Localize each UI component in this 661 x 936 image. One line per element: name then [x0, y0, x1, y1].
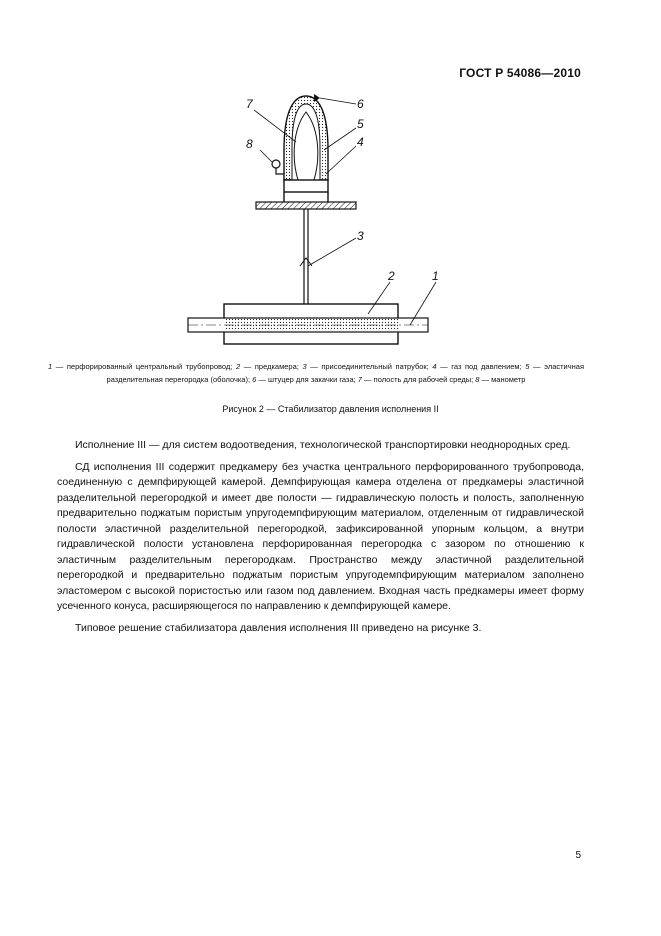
legend-item: 2 — предкамера; [235, 362, 299, 371]
label-6: 6 [357, 97, 364, 111]
legend-item: 7 — полость для рабочей среды; [357, 375, 474, 384]
body-text [57, 438, 584, 642]
label-8: 8 [246, 137, 253, 151]
legend-item: 6 — штуцер для закачки газа; [252, 375, 356, 384]
legend-item: 8 — манометр [475, 375, 526, 384]
document-header: ГОСТ Р 54086—2010 [459, 66, 581, 80]
mounting-plate [256, 202, 356, 209]
paragraph: Исполнение III — для систем водоотведения, технологической транспортировки неоднородных сред. [75, 439, 571, 451]
figure-caption: Рисунок 2 — Стабилизатор давления исполнения II [222, 404, 439, 414]
cap-base [284, 180, 328, 192]
label-7: 7 [246, 97, 253, 111]
label-3: 3 [357, 229, 364, 243]
legend-item: 3 — присоединительный патрубок; [302, 362, 429, 371]
legend-item: 4 — газ под давлением; [432, 362, 522, 371]
legend-item: 5 — эластичная разделительная перегородка (оболочка); [106, 362, 585, 384]
working-cavity [292, 104, 320, 180]
legend-item: 1 — перфорированный центральный трубопровод; [48, 362, 233, 371]
manometer [272, 160, 280, 168]
paragraph: Типовое решение стабилизатора давления исполнения III приведено на рисунке 3. [75, 621, 482, 634]
page-number: 5 [575, 850, 581, 861]
label-4: 4 [357, 135, 364, 149]
figure-legend [48, 360, 584, 386]
pressure-stabilizer-figure [180, 90, 440, 350]
label-5: 5 [357, 117, 364, 131]
label-2: 2 [388, 269, 395, 283]
label-1: 1 [432, 269, 439, 283]
paragraph: СД исполнения III содержит предкамеру без участка центрального перфорированного трубопровода, соединенную с демпфирующей камерой. Демпфирующая камера отделена от предкамеры эластичной разделительной перегородкой и имеет две полости — гидравлическую полость и полость, заполненную предварительно поджатым пористым упругодемпфирующим материалом, отделенным от гидравлической полости эластичной разделительной перегородкой, зафиксированной упорным кольцом, а внутри гидравлической полости установлена перфорированная перегородка с зазором по отношению к эластичным разделительным перегородкам. Пространство между эластичной разделительной перегородкой и предварительно поджатым пористым упругодемпфирующим материалом заполнено эластомером с высокой пористостью или газом под давлением. Входная часть предкамеры имеет форму усеченного конуса, расширяющегося по направлению к демпфирующей камере. [57, 460, 584, 612]
